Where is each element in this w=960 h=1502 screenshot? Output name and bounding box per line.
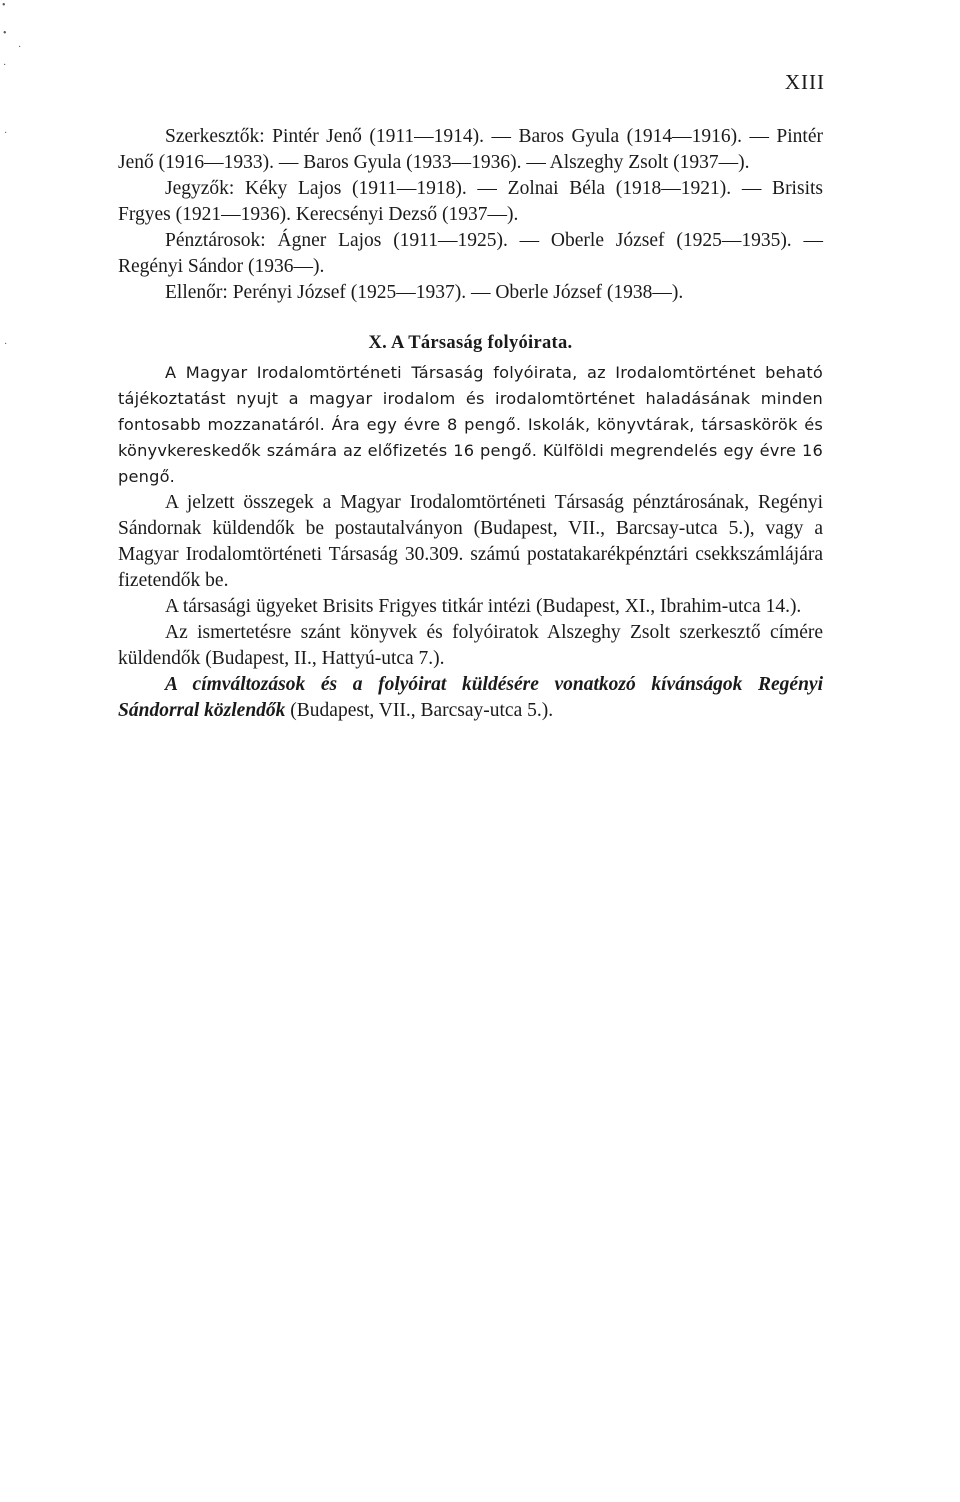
- section-title: X. A Társaság folyóirata.: [368, 333, 573, 353]
- scan-speck: ·: [4, 339, 8, 350]
- scan-speck: ·: [3, 60, 7, 71]
- address-change-rest: (Budapest, VII., Barcsay-utca 5.).: [285, 700, 554, 721]
- officers-list: [118, 124, 823, 306]
- paragraph-reviews: Az ismertetésre szánt könyvek és folyóiratok Alszeghy Zsolt szerkesztő címére küldendők (Budapest, II., Hattyú-utca 7.).: [118, 622, 823, 669]
- scan-speck: •: [2, 0, 6, 11]
- paragraph-affairs: A társasági ügyeket Brisits Frigyes titkár intézi (Budapest, XI., Ibrahim-utca 14.).: [165, 596, 802, 617]
- officers-treasurers: Pénztárosok: Ágner Lajos (1911—1925). — Oberle József (1925—1935). — Regényi Sándor (1936—).: [118, 230, 823, 277]
- officers-recorders: Jegyzők: Kéky Lajos (1911—1918). — Zolnai Béla (1918—1921). — Brisits Frgyes (1921—1936). Kerecsényi Dezső (1937—).: [118, 178, 823, 225]
- page-number: XIII: [784, 70, 825, 94]
- address-change-emphasis: A címváltozások és a folyóirat küldésére vonatkozó kívánságok Regényi Sándorral közlendők: [118, 674, 823, 721]
- scan-speck: •: [3, 28, 7, 39]
- officers-editors: Szerkesztők: Pintér Jenő (1911—1914). — Baros Gyula (1914—1916). — Pintér Jenő (1916—1933). — Baros Gyula (1933—1936). — Alszeghy Zsolt (1937—).: [118, 126, 823, 173]
- page-content: [118, 124, 823, 724]
- officers-auditor: Ellenőr: Perényi József (1925—1937). — Oberle József (1938—).: [165, 282, 684, 303]
- paragraph-journal: A Magyar Irodalomtörténeti Társaság folyóirata, az Irodalomtörténet beható tájékoztatást nyujt a magyar irodalom és irodalomtörténet haladásának minden fontosabb mozzanatáról. Ára egy évre 8 pengő. Iskolák, könyvtárak, társaskörök és könyvkereskedők számára az előfizetés 16 pengő. Külföldi megrendelés egy évre 16 pengő.: [118, 363, 823, 486]
- scan-speck: ·: [4, 128, 8, 139]
- scan-speck: ·: [18, 42, 22, 53]
- paragraph-payments: A jelzett összegek a Magyar Irodalomtörténeti Társaság pénztárosának, Regényi Sándornak küldendők be postautalványon (Budapest, VII., Barcsay-utca 5.), vagy a Magyar Irodalomtörténeti Társaság 30.309. számú postatakarékpénztári csekkszámlájára fizetendők be.: [118, 492, 823, 591]
- paragraph-address-change: [118, 672, 823, 724]
